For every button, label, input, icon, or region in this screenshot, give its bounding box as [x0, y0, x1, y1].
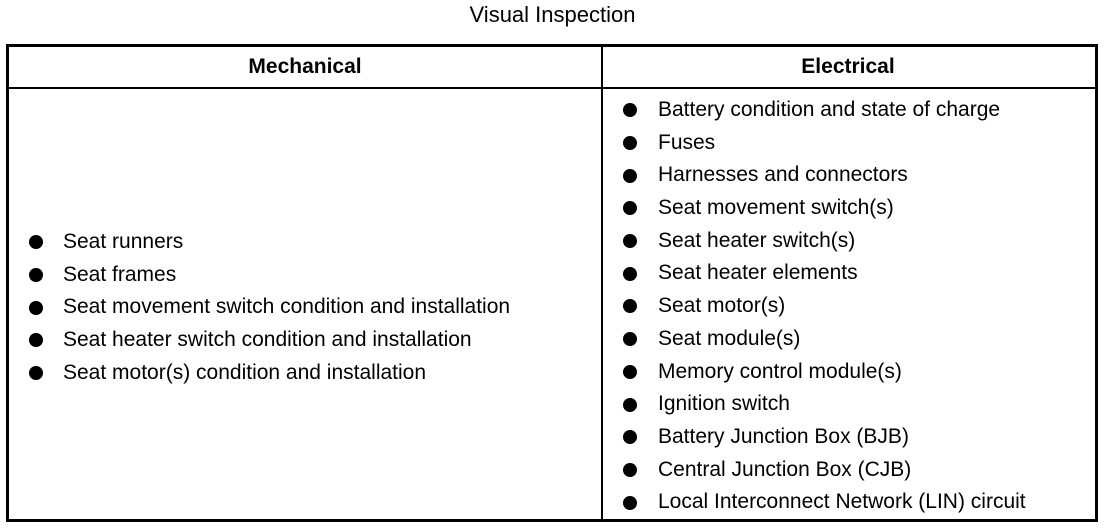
bullet-icon: [623, 103, 637, 117]
bullet-icon: [623, 201, 637, 215]
list-item: [603, 356, 1095, 389]
electrical-list: [603, 94, 1095, 519]
list-item: [9, 324, 601, 357]
list-item-text: Seat runners: [63, 230, 184, 253]
list-item-text: Seat motor(s) condition and installation: [63, 360, 427, 384]
list-item-text: Seat heater switch(s): [658, 228, 856, 252]
list-item-text: Seat movement switch(s): [658, 196, 894, 220]
page-title: Visual Inspection: [469, 2, 636, 27]
list-item: [603, 257, 1095, 290]
inspection-table: [6, 44, 1098, 522]
list-item: [603, 225, 1095, 258]
list-item-text: Battery Junction Box (BJB): [658, 424, 909, 448]
list-item: [603, 127, 1095, 160]
bullet-icon: [623, 136, 637, 150]
list-item: [603, 192, 1095, 225]
bullet-icon: [623, 398, 637, 412]
list-item-text: Seat movement switch condition and installation: [63, 295, 511, 319]
list-item-text: Ignition switch: [658, 392, 790, 416]
list-item-text: Seat heater switch condition and installation: [63, 328, 472, 352]
list-item-text: Central Junction Box (CJB): [658, 457, 912, 481]
mechanical-header: Mechanical: [248, 55, 362, 78]
list-item: [603, 421, 1095, 454]
list-item-text: Seat frames: [63, 262, 177, 286]
bullet-icon: [623, 463, 637, 477]
bullet-icon: [623, 169, 637, 183]
list-item: [603, 388, 1095, 421]
bullet-icon: [623, 496, 637, 510]
list-item-text: Local Interconnect Network (LIN) circuit: [658, 490, 1026, 514]
bullet-icon: [29, 268, 43, 282]
list-item-text: Battery condition and state of charge: [658, 98, 1001, 121]
list-item-text: Fuses: [658, 130, 716, 154]
bullet-icon: [623, 430, 637, 444]
bullet-icon: [29, 366, 43, 380]
list-item: [603, 486, 1095, 519]
electrical-header: Electrical: [801, 55, 895, 78]
mechanical-list: [9, 226, 601, 389]
list-item: [603, 323, 1095, 356]
list-item-text: Seat motor(s): [658, 294, 786, 318]
bullet-icon: [623, 299, 637, 313]
list-item-text: Memory control module(s): [658, 359, 902, 383]
list-item-text: Harnesses and connectors: [658, 163, 908, 187]
list-item: [603, 94, 1095, 127]
list-item: [9, 226, 601, 259]
list-item: [603, 159, 1095, 192]
bullet-icon: [623, 267, 637, 281]
list-item: [9, 291, 601, 324]
bullet-icon: [623, 234, 637, 248]
bullet-icon: [29, 333, 43, 347]
list-item: [603, 290, 1095, 323]
list-item: [9, 259, 601, 292]
list-item-text: Seat heater elements: [658, 261, 858, 285]
bullet-icon: [623, 365, 637, 379]
table-header-row: [9, 47, 1095, 89]
list-item: [603, 454, 1095, 487]
bullet-icon: [29, 301, 43, 315]
bullet-icon: [623, 332, 637, 346]
list-item: [9, 357, 601, 390]
list-item-text: Seat module(s): [658, 326, 801, 350]
bullet-icon: [29, 235, 43, 249]
